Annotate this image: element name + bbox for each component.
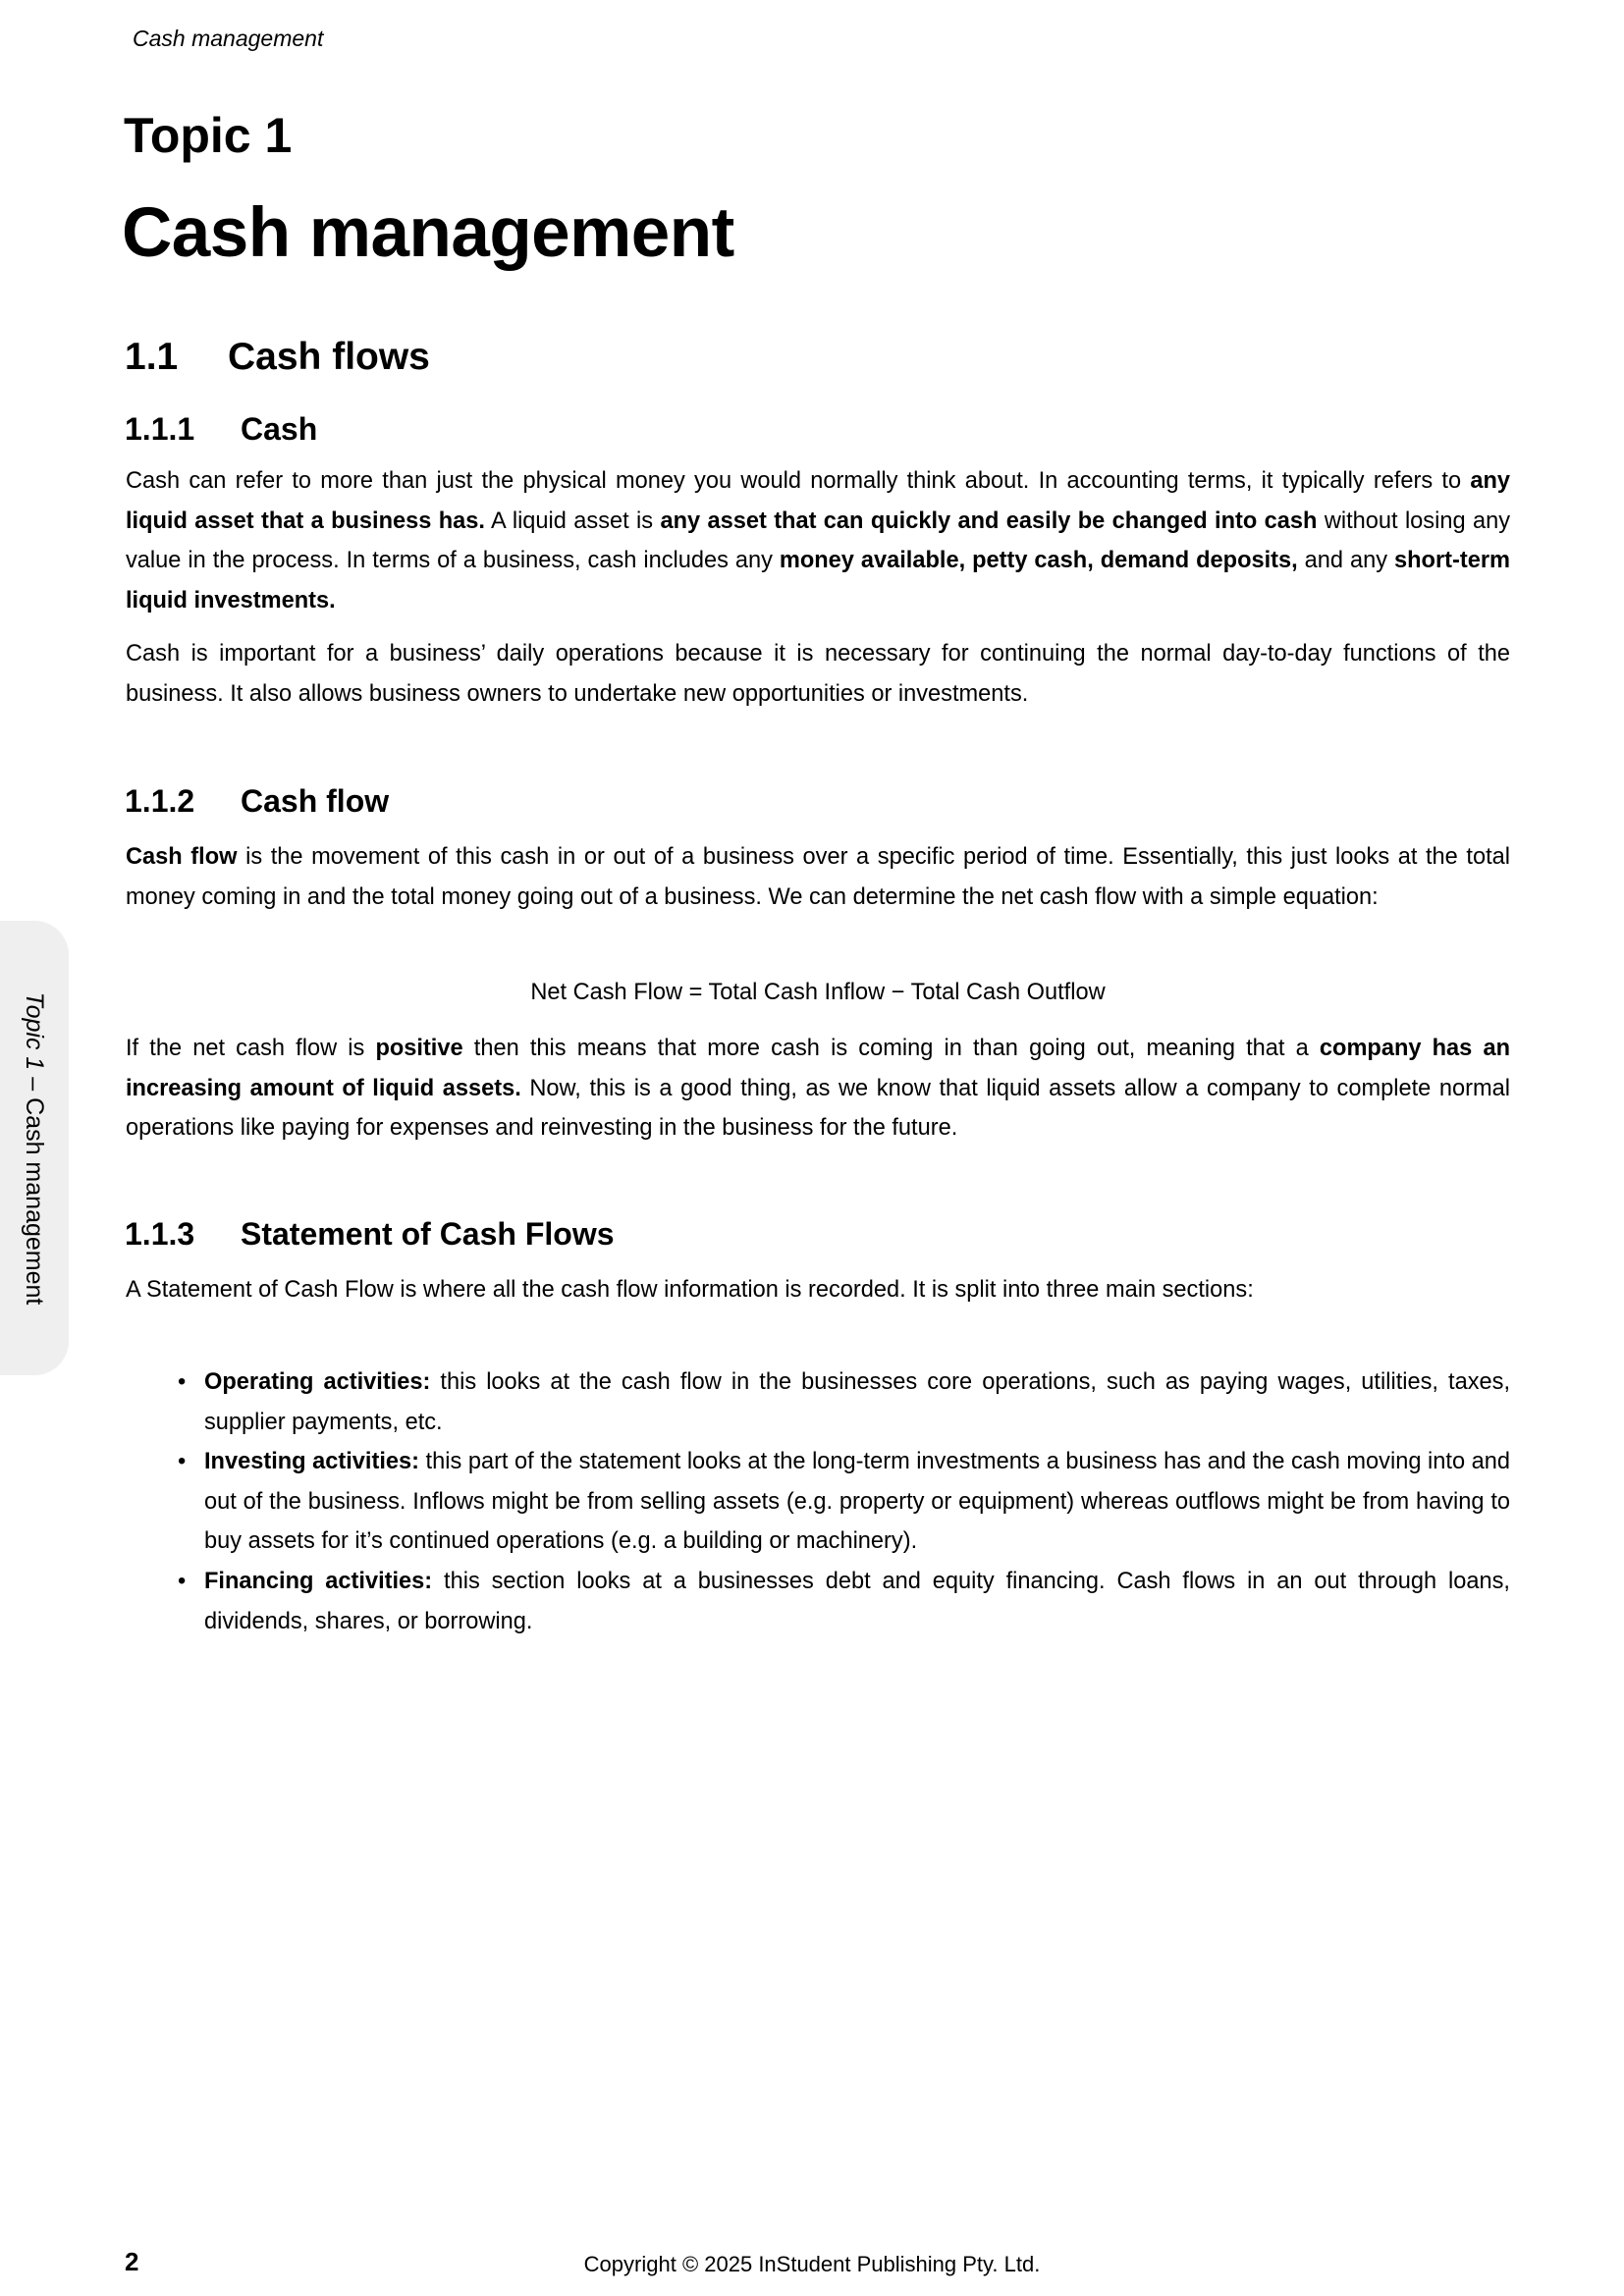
bold-run: company has an increasing amount of liquid assets. (126, 1036, 1510, 1101)
side-tab-topic: Topic 1 (21, 991, 48, 1070)
text-run: Now, this is a good thing, as we know that liquid assets allow a company to complete normal operations like paying for expenses and reinvesting in the business for the future. (126, 1075, 1511, 1142)
text-run: then this means that more cash is coming in than going out, meaning that a (462, 1036, 1320, 1061)
section-number: 1.1 (125, 336, 179, 378)
section-number: 1.1.1 (125, 411, 195, 447)
page-number: 2 (125, 2247, 139, 2276)
paragraph-cash-importance: Cash is important for a business’ daily operations because it is necessary for continuing the normal day-to-day functions of the business. It also allows business owners to undertake new opportunities or investments. (126, 641, 1510, 707)
text-run: Cash can refer to more than just the physical money you would normally think about. In accounting terms, it typically refers to (126, 468, 1471, 494)
section-heading-1-1-3 (125, 1214, 615, 1254)
section-heading-1-1 (125, 335, 430, 380)
section-title: Cash flow (241, 783, 390, 819)
bullet-icon: • (178, 1568, 187, 1594)
bullet-icon: • (178, 1449, 187, 1475)
bold-run: short-term liquid investments. (126, 548, 1510, 614)
paragraph-cash-flow (126, 837, 1510, 917)
bullet-icon: • (178, 1369, 187, 1395)
section-heading-1-1-1 (125, 409, 317, 449)
running-header: Cash management (133, 26, 324, 51)
bold-run: Cash flow (126, 844, 238, 870)
bold-run: positive (375, 1036, 463, 1061)
list-item-operating (126, 1362, 1510, 1442)
text-run: A liquid asset is (484, 507, 661, 534)
list-item-label: Operating activities: (204, 1369, 431, 1395)
list-item-label: Investing activities: (204, 1449, 419, 1475)
list-item-investing (126, 1442, 1510, 1562)
side-tab-separator: – (21, 1069, 48, 1097)
chapter-side-tab (0, 921, 69, 1375)
text-run: is the movement of this cash in or out of a business over a specific period of time. Essentially, this just looks at the total money coming in and the total money going out of a business. We can determine the net cash flow with a simple equation: (126, 844, 1510, 910)
paragraph-statement-intro: A Statement of Cash Flow is where all the cash flow information is recorded. It is split into three main sections: (126, 1277, 1254, 1303)
section-title: Statement of Cash Flows (241, 1216, 615, 1252)
list-item-text: this section looks at a businesses debt and equity financing. Cash flows in an out through loans, dividends, shares, or borrowing. (204, 1568, 1510, 1634)
side-tab-label (20, 991, 49, 1305)
paragraph-cash-definition (126, 461, 1510, 620)
list-item-text: this part of the statement looks at the long-term investments a business has and the cash moving into and out of the business. Inflows might be from selling assets (e.g. property or equipment) whereas outflows might be from having to buy assets for it’s continued operations (e.g. a building or machinery). (204, 1449, 1510, 1555)
section-title: Cash (241, 411, 318, 447)
section-number: 1.1.3 (125, 1216, 195, 1252)
section-title: Cash flows (228, 336, 430, 378)
chapter-title: Cash management (122, 194, 734, 272)
bold-run: any asset that can quickly and easily be changed into cash (660, 507, 1318, 534)
paragraph-positive-cash-flow (126, 1029, 1510, 1148)
text-run: and any (1297, 548, 1395, 574)
list-item-text: this looks at the cash flow in the businesses core operations, such as paying wages, utilities, taxes, supplier payments, etc. (204, 1369, 1510, 1435)
bold-run: money available, petty cash, demand deposits, (779, 548, 1298, 574)
section-heading-1-1-2 (125, 781, 389, 821)
copyright-notice: Copyright © 2025 InStudent Publishing Pty. Ltd. (583, 2252, 1041, 2276)
list-item-label: Financing activities: (204, 1568, 433, 1594)
text-run: If the net cash flow is (126, 1036, 376, 1061)
cash-flow-sections-list (126, 1362, 1510, 1641)
net-cash-flow-equation: Net Cash Flow = Total Cash Inflow − Total Cash Outflow (530, 980, 1106, 1005)
side-tab-title: Cash management (21, 1096, 48, 1305)
text-run: without losing any value in the process. In terms of a business, cash includes any (126, 507, 1510, 574)
bold-run: any liquid asset that a business has. (126, 468, 1510, 534)
section-number: 1.1.2 (125, 783, 195, 819)
list-item-financing (126, 1562, 1510, 1641)
topic-label: Topic 1 (124, 108, 293, 163)
